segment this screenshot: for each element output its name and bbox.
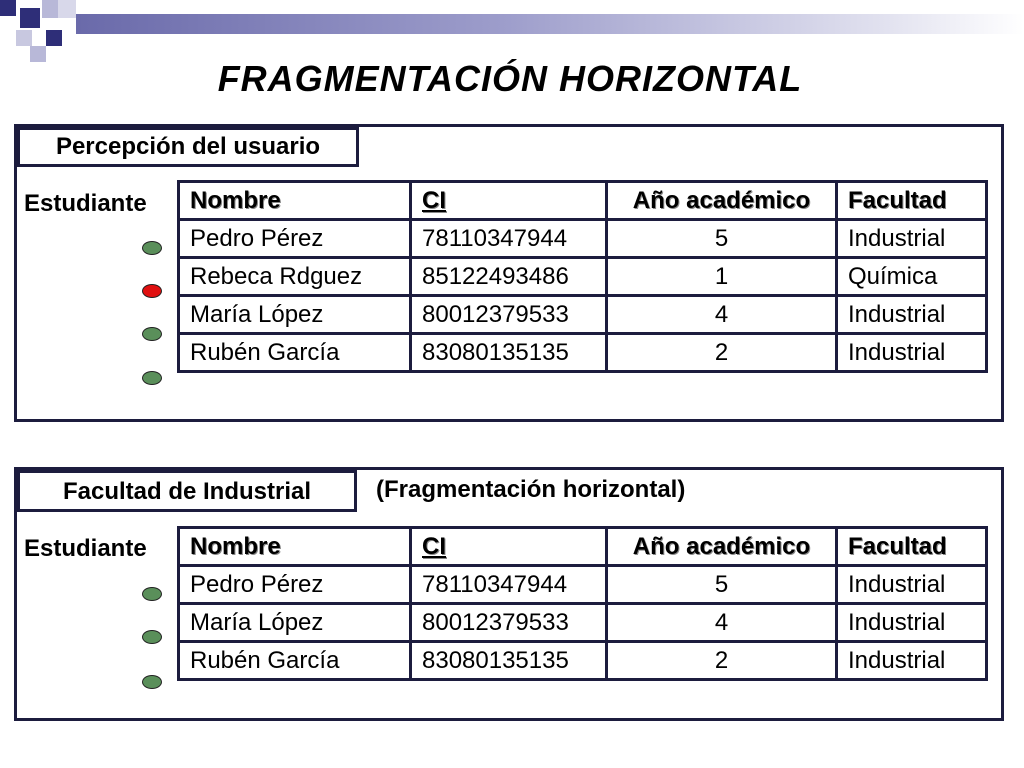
table-row xyxy=(179,296,987,334)
row-marker xyxy=(142,587,162,601)
table-cell: 83080135135 xyxy=(411,334,607,372)
table-cell: Industrial xyxy=(837,220,987,258)
table-cell: Pedro Pérez xyxy=(179,220,411,258)
row-marker xyxy=(142,327,162,341)
table-cell: Rubén García xyxy=(179,334,411,372)
page-title: FRAGMENTACIÓN HORIZONTAL xyxy=(217,58,803,99)
table-row xyxy=(179,604,987,642)
decorative-square xyxy=(46,30,62,46)
row-marker xyxy=(142,630,162,644)
table-cell: Industrial xyxy=(837,334,987,372)
row-marker xyxy=(142,284,162,298)
table-row xyxy=(179,334,987,372)
entity-label: Estudiante xyxy=(24,535,147,562)
section-tag: Percepción del usuario xyxy=(17,127,359,167)
row-marker xyxy=(142,371,162,385)
decorative-square xyxy=(0,0,16,16)
table-cell: 5 xyxy=(607,220,837,258)
header-cell: Facultad xyxy=(837,182,987,220)
table-cell: 80012379533 xyxy=(411,604,607,642)
fragment-note: (Fragmentación horizontal) xyxy=(376,476,686,503)
table-cell: 80012379533 xyxy=(411,296,607,334)
header-cell: Nombre xyxy=(179,528,411,566)
table-row xyxy=(179,566,987,604)
table-row xyxy=(179,642,987,680)
row-marker xyxy=(142,241,162,255)
table-row xyxy=(179,258,987,296)
table-cell: Industrial xyxy=(837,604,987,642)
table-cell: 78110347944 xyxy=(411,566,607,604)
header-bar xyxy=(76,14,1024,34)
table-cell: 85122493486 xyxy=(411,258,607,296)
header-cell: CI xyxy=(411,528,607,566)
table-cell: Industrial xyxy=(837,296,987,334)
table-header-row xyxy=(179,182,987,220)
table-cell: 2 xyxy=(607,642,837,680)
table-cell: Rubén García xyxy=(179,642,411,680)
decorative-square xyxy=(20,8,40,28)
table-cell: 83080135135 xyxy=(411,642,607,680)
header-cell: CI xyxy=(411,182,607,220)
table-cell: 4 xyxy=(607,604,837,642)
table-cell: 1 xyxy=(607,258,837,296)
table-cell: Rebeca Rdguez xyxy=(179,258,411,296)
header-cell: Año académico xyxy=(607,528,837,566)
header-cell: Facultad xyxy=(837,528,987,566)
table-header-row xyxy=(179,528,987,566)
students-table xyxy=(177,180,988,373)
table-cell: María López xyxy=(179,296,411,334)
row-marker xyxy=(142,675,162,689)
entity-label: Estudiante xyxy=(24,190,147,217)
table-cell: Industrial xyxy=(837,566,987,604)
table-cell: 78110347944 xyxy=(411,220,607,258)
table-cell: 4 xyxy=(607,296,837,334)
decorative-square xyxy=(16,30,32,46)
table-cell: Pedro Pérez xyxy=(179,566,411,604)
table-cell: Química xyxy=(837,258,987,296)
table-row xyxy=(179,220,987,258)
header-cell: Año académico xyxy=(607,182,837,220)
table-cell: María López xyxy=(179,604,411,642)
table-cell: 2 xyxy=(607,334,837,372)
table-cell: 5 xyxy=(607,566,837,604)
decorative-square xyxy=(58,0,76,18)
header-cell: Nombre xyxy=(179,182,411,220)
section-tag: Facultad de Industrial xyxy=(17,470,357,512)
table-cell: Industrial xyxy=(837,642,987,680)
industrial-students-table xyxy=(177,526,988,681)
